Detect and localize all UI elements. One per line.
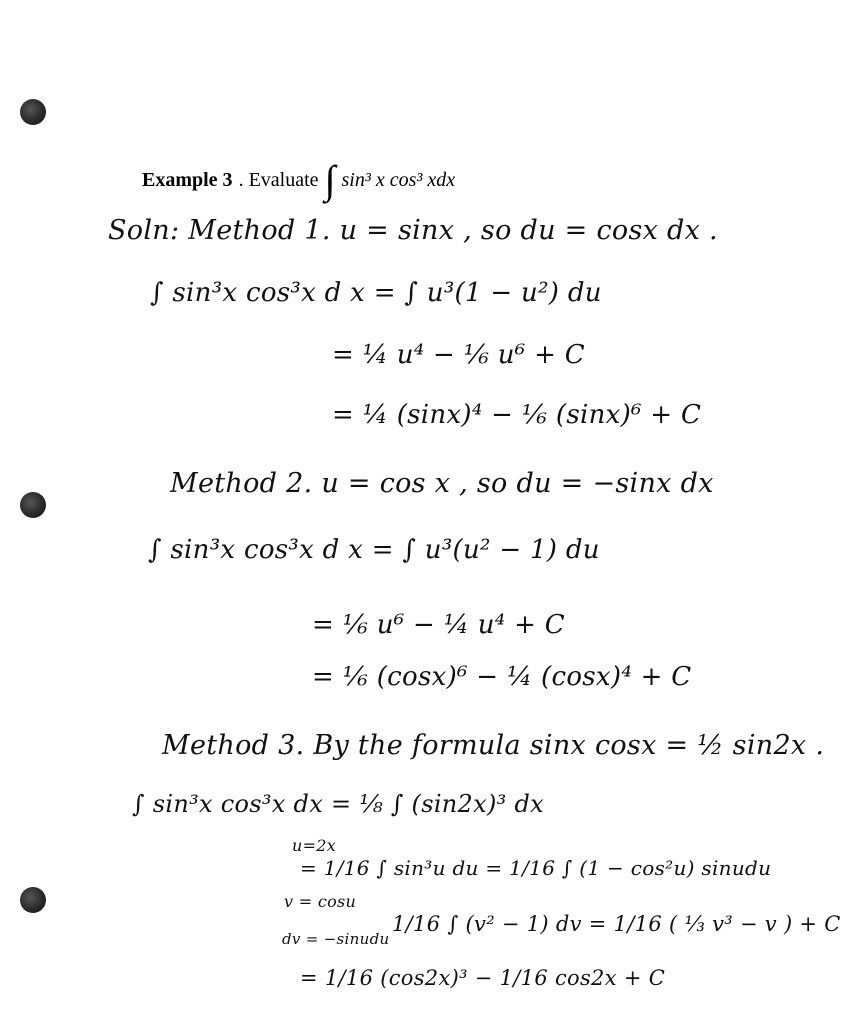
binder-hole-top <box>20 99 46 125</box>
binder-hole-bottom <box>20 887 46 913</box>
method-3-step-2: = 1/16 ∫ sin³u du = 1/16 ∫ (1 − cos²u) sinudu <box>300 856 772 880</box>
solution-method-1-heading: Soln: Method 1. u = sinx , so du = cosx dx . <box>108 215 718 246</box>
problem-label: Example 3 <box>142 168 233 191</box>
method-3-step-1: ∫ sin³x cos³x dx = ⅛ ∫ (sin2x)³ dx <box>132 790 544 818</box>
method-3-substitution-dv: dv = −sinudu <box>282 930 390 948</box>
method-3-step-4: = 1/16 (cos2x)³ − 1/16 cos2x + C <box>300 966 666 990</box>
method-3-substitution-v: v = cosu <box>284 892 357 911</box>
method-3-heading: Method 3. By the formula sinx cosx = ½ sin2x . <box>162 730 825 761</box>
problem-expression: sin³ x cos³ xdx <box>341 168 456 191</box>
integral-sign: ∫ <box>324 157 336 202</box>
method-1-step-1: ∫ sin³x cos³x d x = ∫ u³(1 − u²) du <box>150 278 602 308</box>
method-3-substitution-u: u=2x <box>292 836 337 855</box>
method-1-step-3: = ¼ (sinx)⁴ − ⅙ (sinx)⁶ + C <box>332 400 702 430</box>
problem-statement <box>142 157 456 202</box>
method-1-step-2: = ¼ u⁴ − ⅙ u⁶ + C <box>332 340 585 370</box>
method-2-step-1: ∫ sin³x cos³x d x = ∫ u³(u² − 1) du <box>148 535 600 565</box>
problem-verb: . Evaluate <box>238 168 319 191</box>
binder-hole-middle <box>20 492 46 518</box>
method-3-step-3: 1/16 ∫ (v² − 1) dv = 1/16 ( ⅓ v³ − v ) + C <box>392 912 841 936</box>
method-2-step-2: = ⅙ u⁶ − ¼ u⁴ + C <box>312 610 565 640</box>
method-2-step-3: = ⅙ (cosx)⁶ − ¼ (cosx)⁴ + C <box>312 662 692 692</box>
method-2-heading: Method 2. u = cos x , so du = −sinx dx <box>170 468 714 499</box>
